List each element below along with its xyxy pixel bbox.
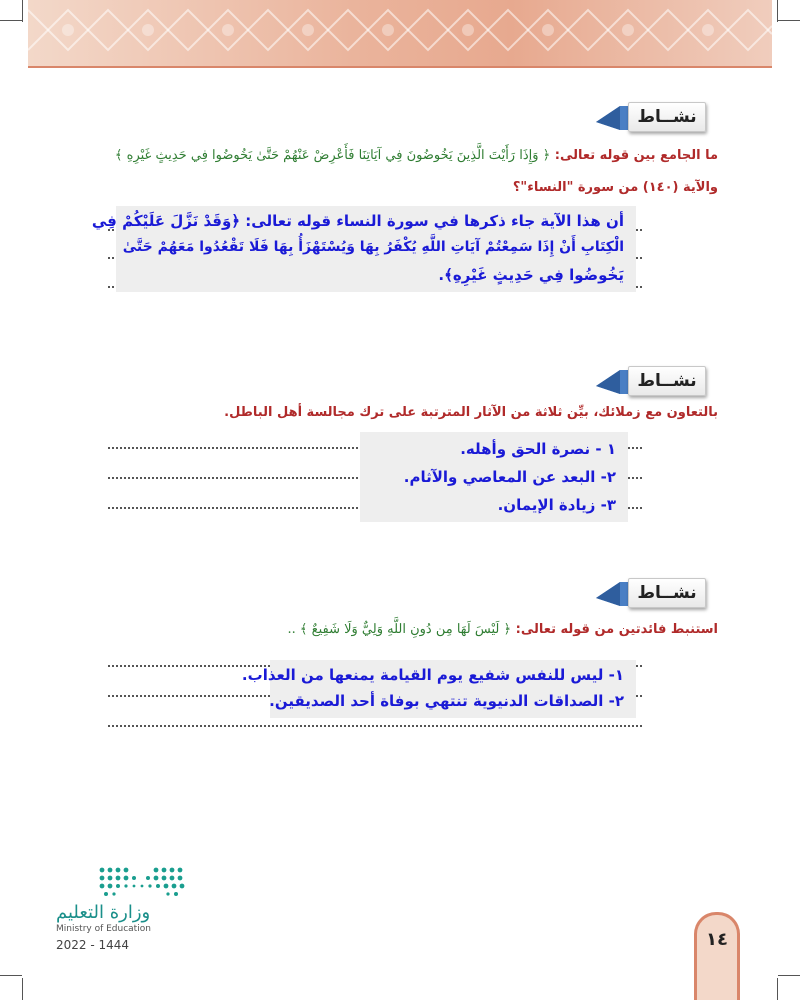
edition-year: 2022 - 1444 [56, 938, 130, 952]
crop-mark [778, 975, 800, 976]
ministry-name-en: Ministry of Education [56, 924, 151, 934]
activity-label: نشــاط [628, 102, 706, 132]
ministry-name-ar: وزارة التعليم [56, 902, 151, 923]
crop-mark [0, 975, 22, 976]
activity-label: نشــاط [628, 578, 706, 608]
header-banner [28, 0, 772, 66]
activity-1-prompt-line2: والآية (١٤٠) من سورة "النساء"؟ [512, 180, 718, 195]
page-number-badge [694, 912, 740, 1000]
activity-1-prompt [115, 148, 718, 163]
crop-mark [777, 0, 778, 22]
activity-heading-3 [590, 576, 710, 610]
activity-3-answer [241, 660, 636, 718]
answer-line: ٣- زيادة الإيمان. [497, 496, 616, 514]
quran-verse: ﴿ لَيْسَ لَهَا مِن دُونِ اللَّهِ وَلِيٌّ وَلَا شَفِيعٌ ﴾ .. [287, 622, 512, 637]
pattern-icon [28, 0, 772, 66]
answer-dotted-line [108, 724, 642, 727]
answer-line: يَخُوضُوا فِي حَدِيثٍ غَيْرِهِ﴾. [438, 266, 624, 284]
page-number: ١٤ [706, 929, 728, 950]
answer-line: ١ - نصرة الحق وأهله. [460, 440, 616, 458]
quran-verse: ﴿ وَإِذَا رَأَيْتَ الَّذِينَ يَخُوضُونَ فِي آيَاتِنَا فَأَعْرِضْ عَنْهُمْ حَتَّىٰ يَخُوضُوا فِي حَدِيثٍ غَيْرِهِ ﴾ [114, 148, 551, 163]
crop-mark [0, 20, 22, 21]
banner-underline [28, 66, 772, 68]
ministry-logo-icon [56, 862, 196, 902]
answer-line: ١- ليس للنفس شفيع يوم القيامة يمنعها من العذاب. [241, 666, 624, 684]
crop-mark [778, 20, 800, 21]
answer-line: ٢- الصداقات الدنيوية تنتهي بوفاة أحد الصديقين. [269, 692, 624, 710]
activity-3-prompt [288, 622, 719, 637]
answer-line: أن هذا الآية جاء ذكرها في سورة النساء قوله تعالى: ﴿وَقَدْ نَزَّلَ عَلَيْكُمْ فِي [91, 212, 624, 230]
activity-2-answer [360, 432, 628, 522]
answer-line: ٢- البعد عن المعاصي والآثام. [403, 468, 616, 486]
answer-line: الْكِتَابِ أَنْ إِذَا سَمِعْتُمْ آيَاتِ اللَّهِ يُكْفَرُ بِهَا وَيُسْتَهْزَأُ بِهَا فَلَا تَقْعُدُوا مَعَهُمْ حَتَّىٰ [122, 239, 624, 255]
crop-mark [777, 978, 778, 1000]
activity-1-answer [91, 206, 636, 292]
prompt-text: ما الجامع بين قوله تعالى: [554, 148, 718, 163]
crop-mark [22, 978, 23, 1000]
activity-label: نشــاط [628, 366, 706, 396]
crop-mark [22, 0, 23, 22]
activity-heading-1 [590, 100, 710, 134]
activity-heading-2 [590, 364, 710, 398]
activity-2-prompt: بالتعاون مع زملائك، بيِّن ثلاثة من الآثار المترتبة على ترك مجالسة أهل الباطل. [224, 405, 718, 420]
prompt-text: استنبط فائدتين من قوله تعالى: [515, 622, 718, 637]
